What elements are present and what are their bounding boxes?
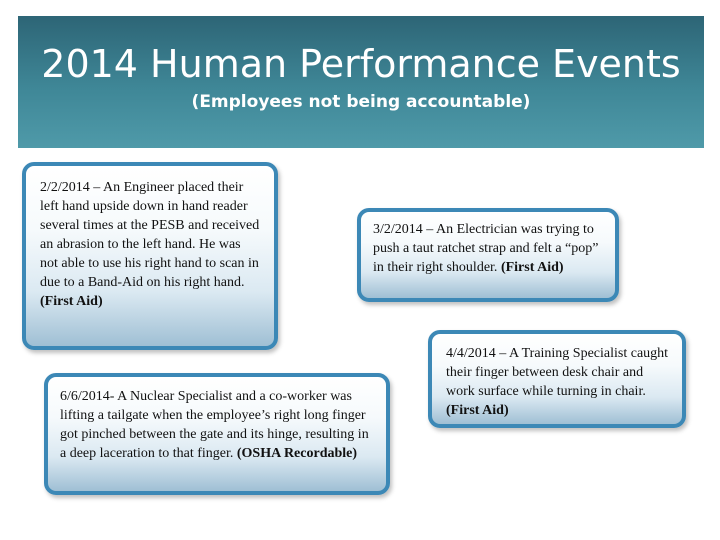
slide-subtitle: (Employees not being accountable) (191, 92, 531, 112)
event-outcome: (First Aid) (446, 403, 509, 418)
event-card-mar (357, 208, 619, 302)
event-description: 2/2/2014 – An Engineer placed their left hand upside down in hand reader several times at the PESB and received an abrasion to the left hand. He was not able to use his right hand to scan in due to a Band-Aid on his right hand. (40, 180, 260, 290)
event-outcome: (First Aid) (500, 260, 564, 275)
event-card-apr (428, 330, 686, 428)
event-description: 6/6/2014- A Nuclear Specialist and a co-worker was lifting a tailgate when the employee’s right long finger got pinched between the gate and its hinge, resulting in a deep laceration to that finger. (60, 389, 369, 461)
event-card-feb (22, 162, 278, 350)
event-description: 3/2/2014 – An Electrician was trying to push a taut ratchet strap and felt a “pop” in their right shoulder. (373, 222, 599, 275)
slide-header (18, 16, 704, 148)
slide-title: 2014 Human Performance Events (41, 42, 681, 86)
event-outcome: (OSHA Recordable) (236, 446, 358, 461)
event-card-jun (44, 373, 390, 495)
event-outcome: (First Aid) (40, 294, 103, 309)
event-description: 4/4/2014 – A Training Specialist caught their finger between desk chair and work surface while turning in chair. (446, 346, 669, 399)
